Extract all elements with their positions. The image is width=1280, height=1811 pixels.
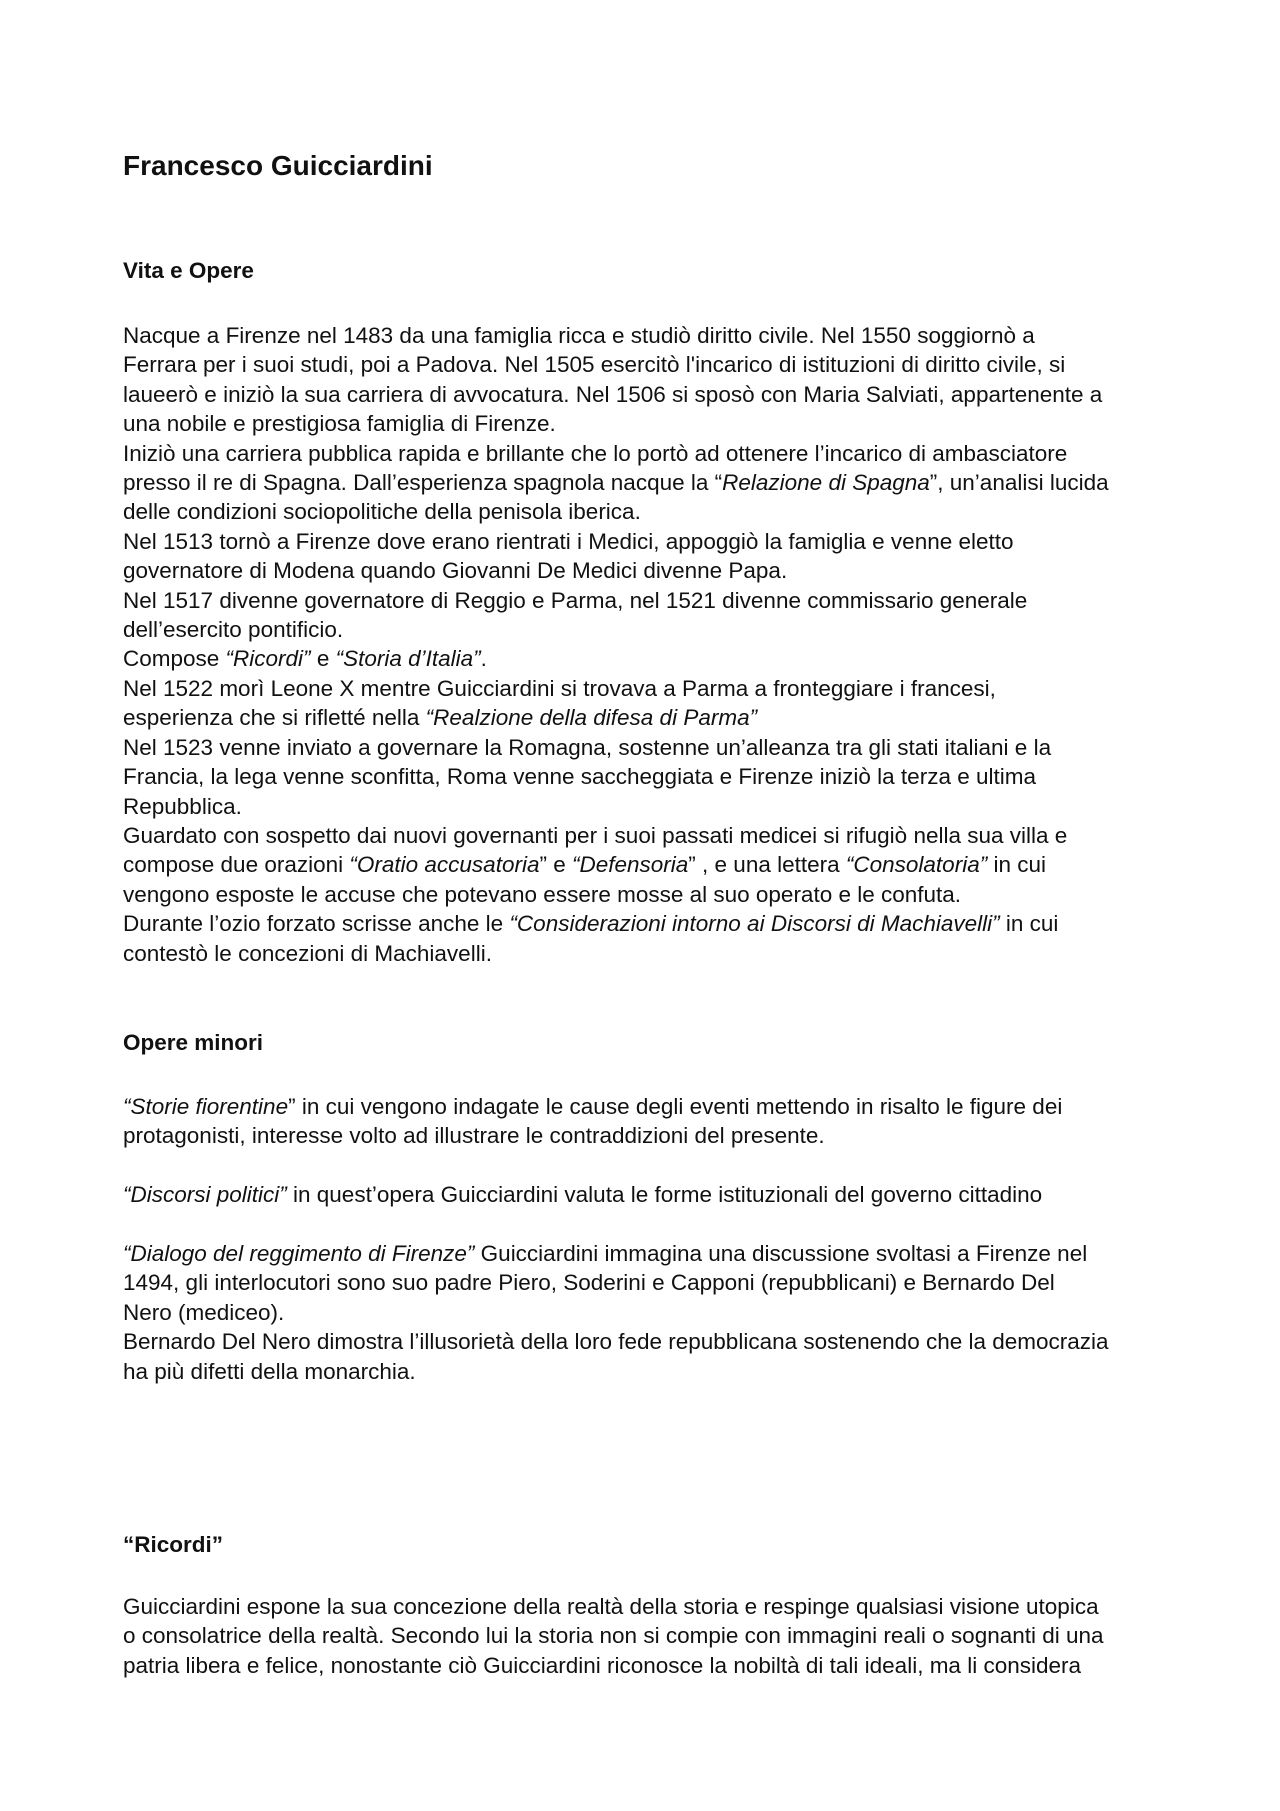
italic-title: Relazione di Spagna: [722, 470, 930, 496]
italic-title: “Ricordi”: [225, 646, 311, 672]
text-line: [123, 821, 1183, 850]
text-line: [123, 380, 1183, 409]
paragraph-dialogo-reggimento: [123, 1239, 1183, 1386]
section-heading-ricordi: “Ricordi”: [123, 1532, 224, 1557]
text-line: [123, 586, 1183, 615]
text-line: [123, 1268, 1183, 1297]
italic-title: “Dialogo del reggimento di Firenze”: [123, 1241, 475, 1266]
italic-title: “Defensoria: [571, 852, 689, 878]
text-run: protagonisti, interesse volto ad illustrare le contraddizioni del presente.: [123, 1123, 825, 1149]
text-run: Durante l’ozio forzato scrisse anche le: [123, 911, 510, 937]
text-line: [123, 850, 1183, 879]
text-line: [123, 497, 1183, 526]
italic-title: “Storia d’Italia”: [335, 646, 481, 672]
text-line: [123, 1298, 1183, 1327]
text-line: [123, 1651, 1183, 1680]
text-line: [123, 350, 1183, 379]
text-run: 1494, gli interlocutori sono suo padre Piero, Soderini e Capponi (repubblicani) e Bernardo Del: [123, 1270, 1055, 1296]
text-run: Nacque a Firenze nel 1483 da una famiglia ricca e studiò diritto civile. Nel 1550 soggiornò a: [123, 323, 1035, 348]
text-run: Nel 1523 venne inviato a governare la Romagna, sostenne un’alleanza tra gli stati italiani e la: [123, 734, 1052, 760]
text-run: governatore di Modena quando Giovanni De Medici divenne Papa.: [123, 558, 788, 584]
paragraph-vita-e-opere: [123, 321, 1183, 968]
text-run: ” e: [539, 852, 572, 878]
text-run: presso il re di Spagna. Dall’esperienza spagnola nacque la “: [123, 470, 723, 496]
text-run: patria libera e felice, nonostante ciò Guicciardini riconosce la nobiltà di tali ideali, ma li considera: [123, 1652, 1082, 1678]
text-run: Nel 1522 morì Leone X mentre Guicciardini si trovava a Parma a fronteggiare i francesi,: [123, 675, 996, 701]
text-run: compose due orazioni: [123, 852, 350, 878]
text-run: una nobile e prestigiosa famiglia di Firenze.: [123, 411, 556, 437]
text-run: Guicciardini immagina una discussione svoltasi a Firenze nel: [474, 1241, 1088, 1266]
text-run: vengono esposte le accuse che potevano essere mosse al suo operato e le confuta.: [123, 881, 962, 907]
text-run: e: [310, 646, 336, 672]
text-line: [123, 1239, 1183, 1268]
text-line: [123, 1092, 1183, 1121]
text-run: Repubblica.: [123, 793, 242, 819]
text-run: in quest’opera Guicciardini valuta le forme istituzionali del governo cittadino: [286, 1182, 1043, 1207]
text-line: [123, 527, 1183, 556]
text-run: Nel 1517 divenne governatore di Reggio e Parma, nel 1521 divenne commissario generale: [123, 587, 1028, 613]
text-run: ” , e una lettera: [688, 852, 846, 878]
text-run: laueerò e iniziò la sua carriera di avvocatura. Nel 1506 si sposò con Maria Salviati, appartenente a: [123, 381, 1103, 407]
text-line: [123, 674, 1183, 703]
text-run: in cui: [987, 852, 1046, 878]
text-run: ”, un’analisi lucida: [929, 470, 1109, 496]
text-run: Francia, la lega venne sconfitta, Roma venne saccheggiata e Firenze iniziò la terza e ultima: [123, 764, 1036, 790]
text-line: [123, 1121, 1183, 1150]
text-run: Guardato con sospetto dai nuovi governanti per i suoi passati medicei si rifugiò nella sua villa e: [123, 822, 1068, 848]
section-heading-opere-minori: Opere minori: [123, 1030, 264, 1055]
text-line: [123, 880, 1183, 909]
document-title: Francesco Guicciardini: [123, 150, 433, 181]
text-line: [123, 1621, 1183, 1650]
text-line: [123, 1180, 1183, 1209]
text-line: [123, 1327, 1183, 1356]
text-run: in cui: [999, 911, 1059, 937]
text-line: [123, 409, 1183, 438]
text-line: [123, 1357, 1183, 1386]
text-run: esperienza che si rifletté nella: [123, 705, 426, 731]
text-run: ha più difetti della monarchia.: [123, 1358, 416, 1384]
text-line: [123, 644, 1183, 673]
text-line: [123, 468, 1183, 497]
text-line: [123, 733, 1183, 762]
text-line: [123, 909, 1183, 938]
text-run: contestò le concezioni di Machiavelli.: [123, 940, 492, 966]
italic-title: “Realzione della difesa di Parma”: [425, 705, 758, 731]
text-line: [123, 321, 1183, 350]
text-run: .: [480, 646, 487, 672]
text-line: [123, 792, 1183, 821]
text-run: dell’esercito pontificio.: [123, 617, 344, 643]
paragraph-discorsi-politici: [123, 1180, 1183, 1209]
paragraph-storie-fiorentine: [123, 1092, 1183, 1151]
italic-title: “Discorsi politici”: [123, 1182, 287, 1207]
text-run: Nero (mediceo).: [123, 1299, 285, 1325]
italic-title: “Oratio accusatoria: [349, 852, 540, 878]
text-run: Iniziò una carriera pubblica rapida e brillante che lo portò ad ottenere l’incarico di ambasciatore: [123, 440, 1068, 466]
text-run: Ferrara per i suoi studi, poi a Padova. Nel 1505 esercitò l'incarico di istituzioni di diritto civile, si: [123, 352, 1066, 378]
section-heading-vita-e-opere: Vita e Opere: [123, 258, 254, 283]
text-line: [123, 439, 1183, 468]
text-run: Guicciardini espone la sua concezione della realtà della storia e respinge qualsiasi visione utopica: [123, 1594, 1099, 1619]
text-line: [123, 939, 1183, 968]
text-run: Compose: [123, 646, 226, 672]
text-line: [123, 703, 1183, 732]
text-line: [123, 762, 1183, 791]
text-run: Bernardo Del Nero dimostra l’illusorietà della loro fede repubblicana sostenendo che la democrazia: [123, 1329, 1109, 1355]
text-line: [123, 1592, 1183, 1621]
italic-title: “Considerazioni intorno ai Discorsi di Machiavelli”: [509, 911, 1000, 937]
text-run: ” in cui vengono indagate le cause degli eventi mettendo in risalto le figure dei: [288, 1094, 1063, 1119]
text-line: [123, 556, 1183, 585]
paragraph-ricordi: [123, 1592, 1183, 1680]
text-run: delle condizioni sociopolitiche della penisola iberica.: [123, 499, 641, 525]
italic-title: “Consolatoria”: [845, 852, 988, 878]
text-run: Nel 1513 tornò a Firenze dove erano rientrati i Medici, appoggiò la famiglia e venne eletto: [123, 528, 1014, 554]
text-run: o consolatrice della realtà. Secondo lui la storia non si compie con immagini reali o sognanti di una: [123, 1623, 1104, 1649]
italic-title: “Storie fiorentine: [123, 1094, 289, 1119]
text-line: [123, 615, 1183, 644]
